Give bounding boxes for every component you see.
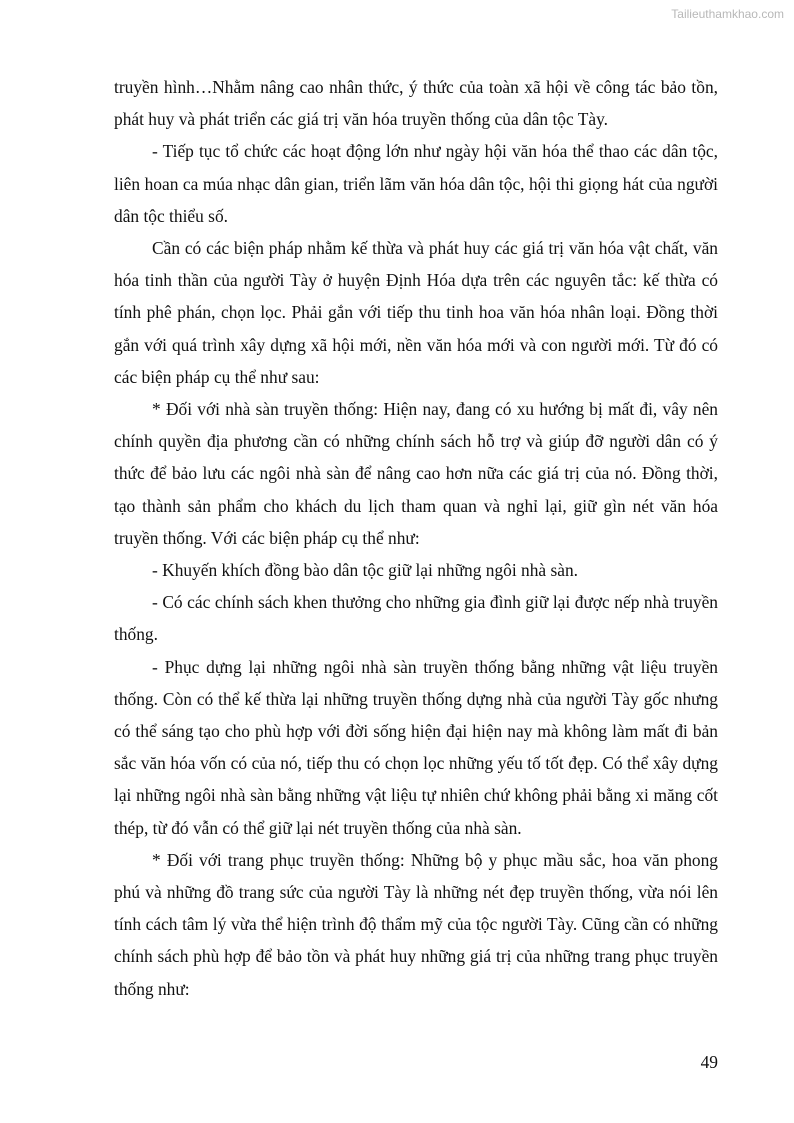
paragraph: - Tiếp tục tổ chức các hoạt động lớn như ngày hội văn hóa thể thao các dân tộc, liên hoan ca múa nhạc dân gian, triển lãm văn hóa dân tộc, hội thi giọng hát của người dân tộc thiểu số. bbox=[114, 141, 718, 226]
page-number: 49 bbox=[700, 1052, 718, 1072]
paragraph: * Đối với trang phục truyền thống: Những bộ y phục mầu sắc, hoa văn phong phú và những đồ trang sức của người Tày là những nét đẹp truyền thống, vừa nói lên tính cách tâm lý vừa thể hiện trình độ thẩm mỹ của tộc người Tày. Cũng cần có những chính sách phù hợp để bảo tồn và phát huy những giá trị của những trang phục truyền thống như: bbox=[114, 849, 718, 999]
paragraph: - Khuyến khích đồng bào dân tộc giữ lại những ngôi nhà sàn. bbox=[152, 560, 579, 581]
paragraph: - Phục dựng lại những ngôi nhà sàn truyền thống bằng những vật liệu truyền thống. Còn có thể kế thừa lại những truyền thống dựng nhà của người Tày gốc nhưng có thể sáng tạo cho phù hợp với đời sống hiện đại hiện nay mà không làm mất đi bản sắc văn hóa vốn có của nó, tiếp thu có chọn lọc những yếu tố tốt đẹp. Có thể xây dựng lại những ngôi nhà sàn bằng những vật liệu tự nhiên chứ không phải bằng xi măng cốt thép, từ đó vẫn có thể giữ lại nét truyền thống của nhà sàn. bbox=[114, 656, 718, 838]
paragraph: truyền hình…Nhằm nâng cao nhân thức, ý thức của toàn xã hội về công tác bảo tồn, phát huy và phát triển các giá trị văn hóa truyền thống của dân tộc Tày. bbox=[114, 77, 718, 130]
paragraph: * Đối với nhà sàn truyền thống: Hiện nay, đang có xu hướng bị mất đi, vây nên chính quyền địa phương cần có những chính sách hỗ trợ và giúp đỡ người dân có ý thức để bảo lưu các ngôi nhà sàn để nâng cao hơn nữa các giá trị của nó. Đồng thời, tạo thành sản phẩm cho khách du lịch tham quan và nghỉ lại, giữ gìn nét văn hóa truyền thống. Với các biện pháp cụ thể như: bbox=[114, 399, 718, 548]
paragraph: Cần có các biện pháp nhằm kế thừa và phát huy các giá trị văn hóa vật chất, văn hóa tinh thần của người Tày ở huyện Định Hóa dựa trên các nguyên tắc: kế thừa có tính phê phán, chọn lọc. Phải gắn với tiếp thu tinh hoa văn hóa nhân loại. Đồng thời gắn với quá trình xây dựng xã hội mới, nền văn hóa mới và con người mới. Từ đó có các biện pháp cụ thể như sau: bbox=[114, 238, 718, 387]
watermark: Tailieuthamkhao.com bbox=[671, 7, 784, 21]
document-body bbox=[114, 71, 718, 1005]
paragraph: - Có các chính sách khen thưởng cho những gia đình giữ lại được nếp nhà truyền thống. bbox=[114, 592, 718, 645]
